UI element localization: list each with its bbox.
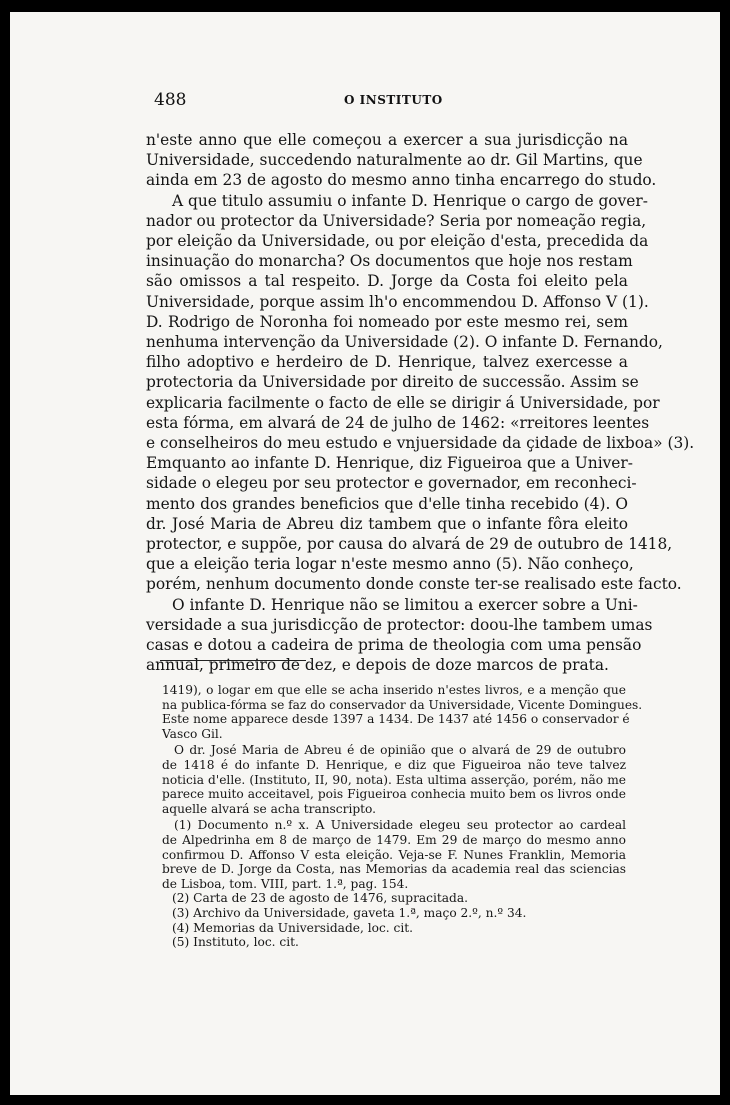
footnote-line: (1) Documento n.º x. A Universidade elegeu seu protector ao cardeal: [174, 818, 626, 833]
footnote-line: na publica-fórma se faz do conservador da Universidade, Vicente Domingues.: [162, 697, 643, 712]
text-line: Universidade, succedendo naturalmente ao dr. Gil Martins, que: [146, 151, 643, 170]
footnote-line: (4) Memorias da Universidade, loc. cit.: [172, 920, 414, 935]
text-line: e conselheiros do meu estudo e vnjuersidade da çidade de lixboa» (3).: [146, 434, 695, 453]
footnote-line: O dr. José Maria de Abreu é de opinião que o alvará de 29 de outubro: [174, 743, 626, 758]
text-line: protectoria da Universidade por direito de successão. Assim se: [146, 373, 639, 392]
text-line: Emquanto ao infante D. Henrique, diz Figueiroa que a Univer-: [146, 454, 633, 473]
text-line: D. Rodrigo de Noronha foi nomeado por este mesmo rei, sem: [146, 312, 628, 331]
text-line: esta fórma, em alvará de 24 de julho de 1462: «rreitores leentes: [146, 413, 650, 432]
text-line: O infante D. Henrique não se limitou a exercer sobre a Uni-: [172, 595, 638, 614]
text-line: A que titulo assumiu o infante D. Henrique o cargo de gover-: [172, 191, 648, 210]
footnote-line: (2) Carta de 23 de agosto de 1476, supracitada.: [172, 891, 468, 906]
text-line: Universidade, porque assim lh'o encommendou D. Affonso V (1).: [146, 292, 649, 311]
text-line: versidade a sua jurisdicção de protector: doou-lhe tambem umas: [146, 615, 653, 634]
footnote-separator: [160, 660, 306, 661]
text-line: sidade o elegeu por seu protector e governador, em reconheci-: [146, 474, 637, 493]
text-line: n'este anno que elle começou a exercer a sua jurisdicção na: [146, 131, 628, 149]
footnote-line: (5) Instituto, loc. cit.: [172, 935, 299, 950]
footnote-line: aquelle alvará se acha transcripto.: [162, 801, 377, 816]
footnote-line: breve de D. Jorge da Costa, nas Memorias da academia real das sciencias: [162, 862, 626, 877]
footnote-line: Este nome apparece desde 1397 a 1434. De 1437 até 1456 o conservador é: [162, 712, 630, 727]
text-line: filho adoptivo e herdeiro de D. Henrique, talvez exercesse a: [146, 353, 628, 372]
footnote-line: 1419), o logar em que elle se acha inserido n'estes livros, e a menção que: [162, 683, 626, 697]
footnote-line: parece muito acceitavel, pois Figueiroa conhecia muito bem os livros onde: [162, 787, 626, 802]
text-line: dr. José Maria de Abreu diz tambem que o infante fôra eleito: [146, 514, 628, 533]
text-line: mento dos grandes beneficios que d'elle tinha recebido (4). O: [146, 494, 628, 513]
text-line: annual, primeiro de dez, e depois de doze marcos de prata.: [146, 656, 609, 675]
main-text: [146, 130, 695, 675]
page-number: 488: [154, 90, 187, 110]
footnote-line: de Alpedrinha em 8 de março de 1479. Em 29 de março do mesmo anno: [162, 832, 626, 847]
text-line: casas e dotou a cadeira de prima de theologia com uma pensão: [146, 636, 642, 655]
text-line: explicaria facilmente o facto de elle se dirigir á Universidade, por: [146, 393, 660, 412]
text-line: insinuação do monarcha? Os documentos que hoje nos restam: [146, 252, 633, 271]
footnote-line: (3) Archivo da Universidade, gaveta 1.ª, maço 2.º, n.º 34.: [172, 905, 527, 920]
text-line: nenhuma intervenção da Universidade (2). O infante D. Fernando,: [146, 333, 663, 352]
text-line: que a eleição teria logar n'este mesmo anno (5). Não conheço,: [146, 555, 634, 574]
footnote-line: confirmou D. Affonso V esta eleição. Veja-se F. Nunes Franklin, Memoria: [162, 847, 626, 862]
footnote-line: de Lisboa, tom. VIII, part. 1.ª, pag. 154.: [162, 876, 409, 891]
text-line: são omissos a tal respeito. D. Jorge da Costa foi eleito pela: [146, 272, 628, 291]
text-line: ainda em 23 de agosto do mesmo anno tinha encarrego do studo.: [146, 171, 657, 190]
text-line: por eleição da Universidade, ou por eleição d'esta, precedida da: [146, 232, 649, 251]
text-line: nador ou protector da Universidade? Seria por nomeação regia,: [146, 211, 647, 230]
running-title: O INSTITUTO: [344, 93, 443, 107]
footnote-line: Vasco Gil.: [162, 726, 223, 741]
footnote-line: noticia d'elle. (Instituto, II, 90, nota). Esta ultima asserção, porém, não me: [162, 772, 626, 787]
text-line: protector, e suppõe, por causa do alvará de 29 de outubro de 1418,: [146, 535, 673, 554]
footnotes: [162, 683, 643, 950]
page-header: [154, 90, 620, 114]
text-line: porém, nenhum documento donde conste ter-se realisado este facto.: [146, 575, 682, 594]
footnote-line: de 1418 é do infante D. Henrique, e diz que Figueiroa não teve talvez: [162, 757, 626, 772]
